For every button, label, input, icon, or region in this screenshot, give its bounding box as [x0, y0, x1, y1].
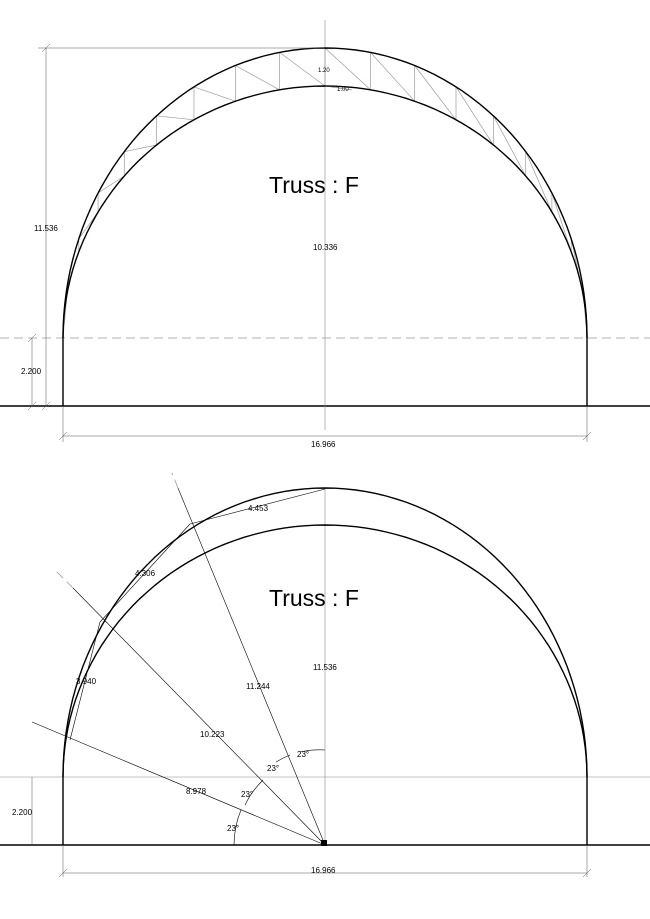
- segment-3-label: 4.453: [248, 504, 269, 513]
- web-member: [157, 116, 194, 120]
- span-label: 16.966: [311, 866, 336, 875]
- web-member: [415, 66, 456, 120]
- web-member: [235, 66, 279, 90]
- angle-arc: [276, 755, 290, 762]
- total-height-label: 11.536: [313, 663, 337, 672]
- angle-label-4: 23°: [297, 750, 310, 759]
- radius-2-label: 10.223: [200, 730, 225, 739]
- angle-label-1: 23°: [227, 824, 240, 833]
- web-member: [371, 52, 415, 101]
- web-member: [325, 48, 371, 90]
- wall-height-label: 2.200: [21, 367, 42, 376]
- angle-label-3: 23°: [267, 764, 280, 773]
- truss-inner-depth-label: 1.00: [337, 87, 349, 93]
- web-member: [456, 87, 493, 145]
- inner-height-label: 10.336: [313, 243, 338, 252]
- view-2-geometry: [0, 473, 650, 877]
- span-label: 16.966: [311, 440, 336, 449]
- segment-2-label: 4.306: [135, 569, 156, 578]
- radial-line-1: [32, 722, 325, 845]
- view-1-truss-elevation: [0, 20, 650, 449]
- web-member: [526, 152, 552, 212]
- wall-height-dimension: [12, 777, 33, 845]
- radius-3-label: 11.244: [246, 682, 270, 691]
- view-1-title: Truss : F: [269, 172, 359, 198]
- web-member: [194, 87, 235, 101]
- total-height-label: 11.536: [34, 224, 58, 233]
- base-center-point: [321, 840, 327, 846]
- view-2-title: Truss : F: [269, 585, 359, 611]
- total-height-dimension: [34, 44, 325, 410]
- angle-label-2: 23°: [241, 790, 254, 799]
- span-dimension: [59, 845, 591, 877]
- truss-depth-label: 1.20: [318, 68, 330, 74]
- radius-1-label: 8.978: [186, 787, 207, 796]
- wall-height-dimension: [21, 334, 42, 410]
- segment-1-label: 3.940: [76, 677, 97, 686]
- radial-line-2: [73, 588, 325, 845]
- wall-height-label: 2.200: [12, 808, 33, 817]
